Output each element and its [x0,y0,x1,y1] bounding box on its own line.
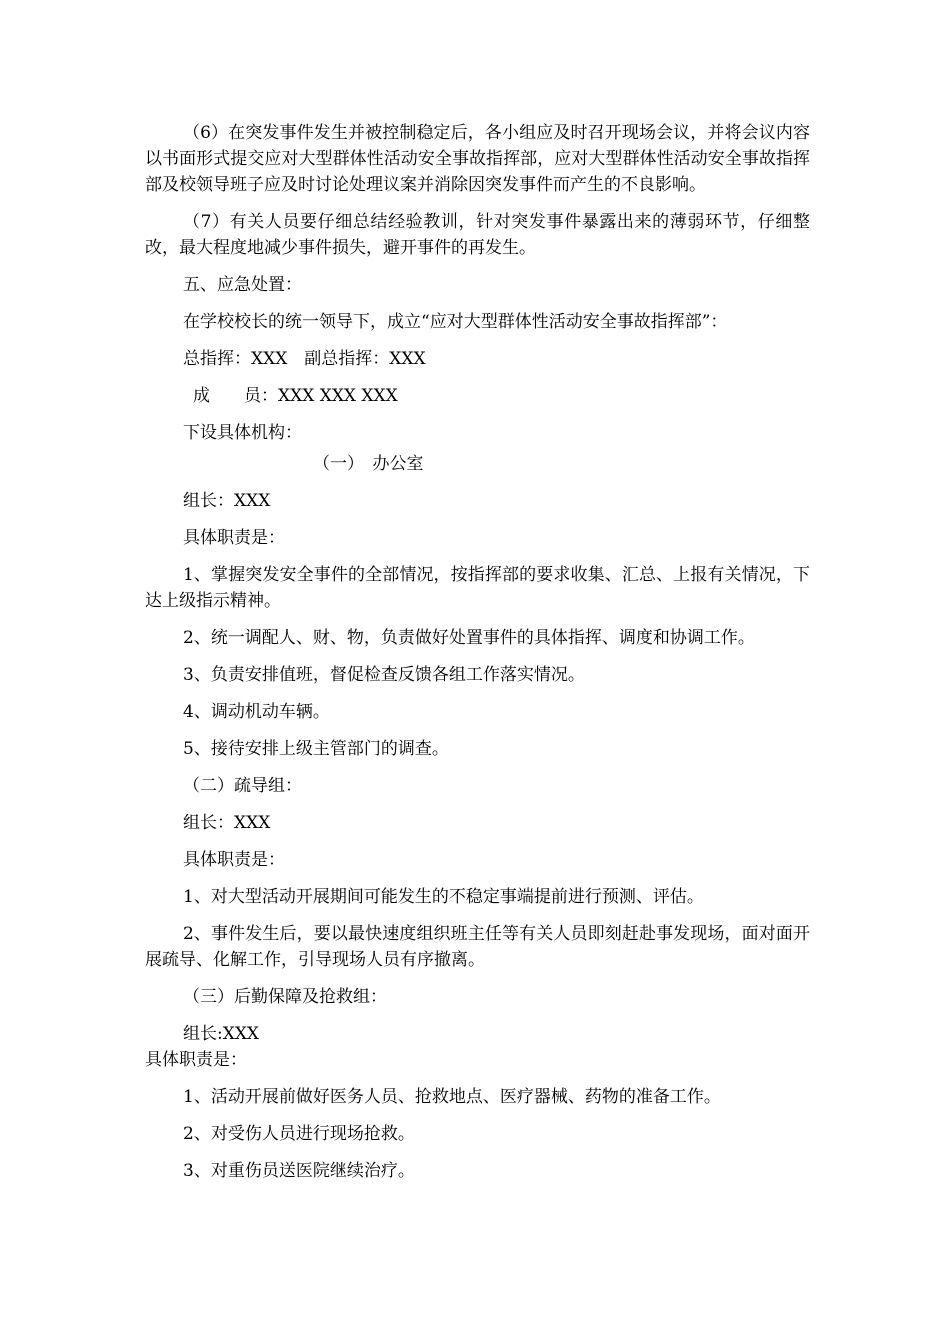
office-duty-1: 1、掌握突发安全事件的全部情况，按指挥部的要求收集、汇总、上报有关情况，下达上级指示精神。 [145,565,810,611]
members-line: 成 员：XXX XXX XXX [193,386,398,406]
guidance-duties-label: 具体职责是： [183,850,285,870]
office-duties-label: 具体职责是： [183,528,285,548]
guidance-group-heading: （二）疏导组： [183,776,302,796]
logistics-duty-1: 1、活动开展前做好医务人员、抢救地点、医疗器械、药物的准备工作。 [183,1087,721,1107]
guidance-group-leader: 组长：XXX [183,813,271,833]
paragraph-item-6: （6）在突发事件发生并被控制稳定后，各小组应及时召开现场会议，并将会议内容以书面形式提交应对大型群体性活动安全事故指挥部，应对大型群体性活动安全事故指挥部及校领导班子应及时讨论处理议案并消除因突发事件而产生的不良影响。 [145,123,810,195]
office-heading: （一） 办公室 [313,454,424,474]
office-duty-3: 3、负责安排值班，督促检查反馈各组工作落实情况。 [183,665,585,685]
office-duty-4: 4、调动机动车辆。 [183,702,330,722]
guidance-duty-2: 2、事件发生后，要以最快速度组织班主任等有关人员即刻赶赴事发现场，面对面开展疏导、化解工作，引导现场人员有序撤离。 [145,924,810,970]
logistics-duty-2: 2、对受伤人员进行现场抢救。 [183,1124,415,1144]
commander-line: 总指挥：XXX 副总指挥：XXX [183,349,426,369]
paragraph-item-7: （7）有关人员要仔细总结经验教训，针对突发事件暴露出来的薄弱环节，仔细整改，最大程度地减少事件损失，避开事件的再发生。 [145,212,810,258]
logistics-duty-3: 3、对重伤员送医院继续治疗。 [183,1161,415,1181]
logistics-group-leader: 组长:XXX [183,1024,260,1044]
logistics-duties-label: 具体职责是： [145,1050,247,1070]
guidance-duty-1: 1、对大型活动开展期间可能发生的不稳定事端提前进行预测、评估。 [183,887,704,907]
document-body [145,120,810,1184]
section-heading-emergency: 五、应急处置： [183,275,302,295]
sub-structure-heading: 下设具体机构： [183,423,302,443]
command-center-intro: 在学校校长的统一领导下，成立“应对大型群体性活动安全事故指挥部”： [183,312,728,332]
logistics-group-heading: （三）后勤保障及抢救组： [183,987,387,1007]
office-leader: 组长：XXX [183,491,271,511]
office-duty-2: 2、统一调配人、财、物，负责做好处置事件的具体指挥、调度和协调工作。 [183,628,755,648]
office-duty-5: 5、接待安排上级主管部门的调查。 [183,739,449,759]
